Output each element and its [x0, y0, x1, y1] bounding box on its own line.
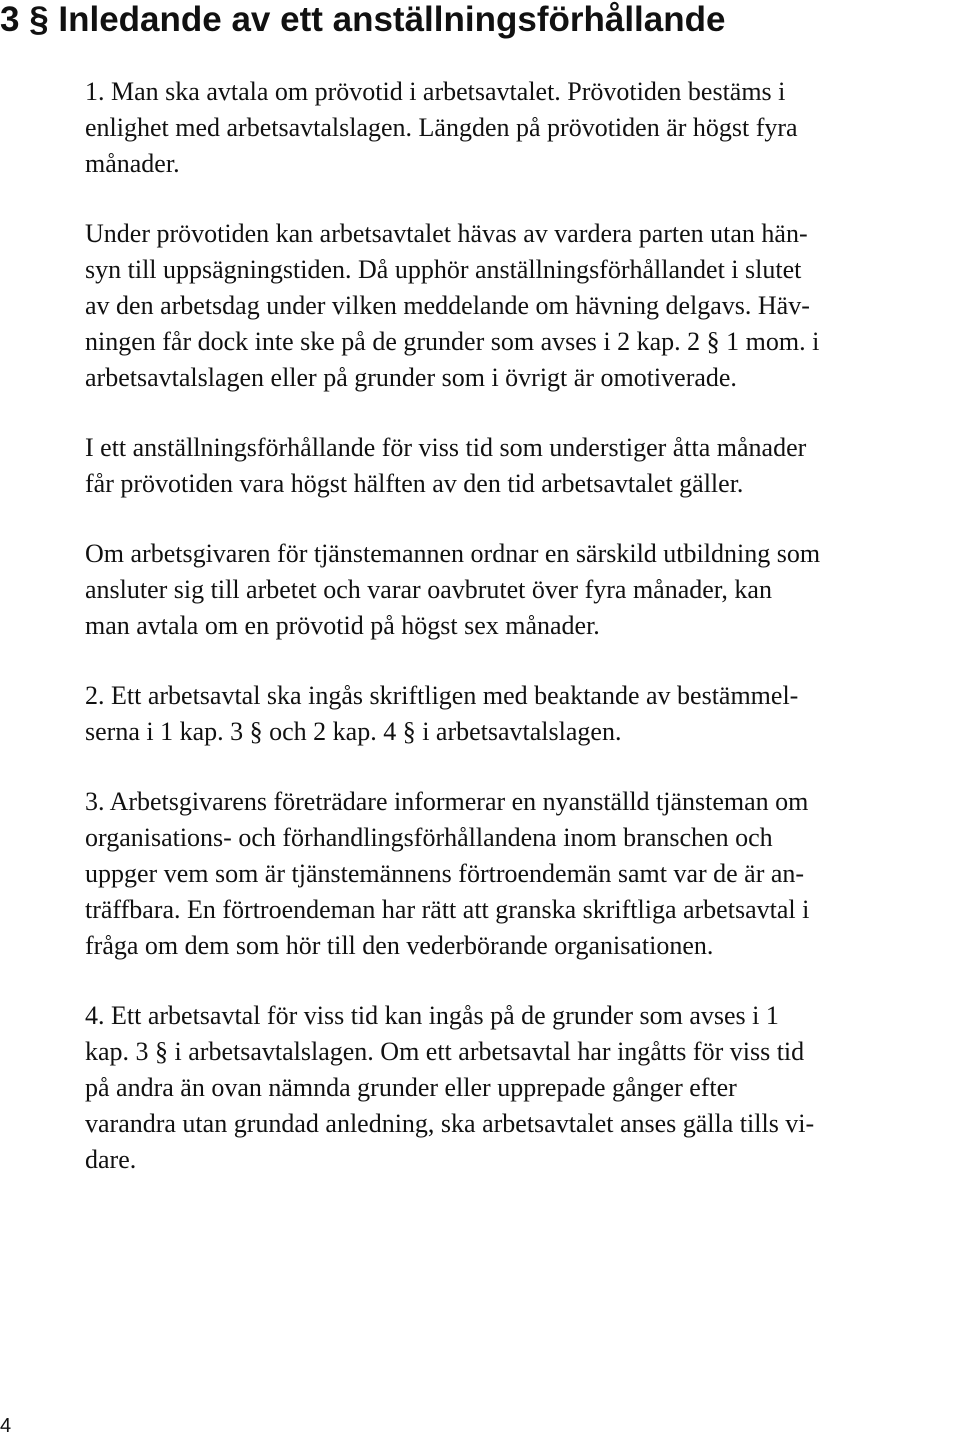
paragraph-training-probation: Om arbetsgivaren för tjänstemannen ordnar en särskild utbildning som ansluter sig till arbetet och varar oavbrutet över fyra månader, kan man avtala om en prövotid på högst sex månader.	[85, 539, 821, 640]
paragraph-probation-termination: Under prövotiden kan arbetsavtalet hävas av vardera parten utan hän- syn till uppsägningstiden. Då upphör anställningsförhållandet i slutet av den arbetsdag under vilken meddelande om hävning delgavs. Häv- ningen får dock inte ske på de grunder som avses i 2 kap. 2 § 1 mom. i arbetsavtalslagen eller på grunder som i övrigt är omotiverade.	[85, 219, 820, 392]
section-body	[85, 74, 957, 1212]
paragraph-fixed-term-probation: I ett anställningsförhållande för viss tid som understiger åtta månader får prövotiden vara högst hälften av den tid arbetsavtalet gäller.	[85, 433, 807, 498]
paragraph-4-fixed-term-contract: 4. Ett arbetsavtal för viss tid kan ingås på de grunder som avses i 1 kap. 3 § i arbetsavtalslagen. Om ett arbetsavtal har ingåtts för viss tid på andra än ovan nämnda grunder eller upprepade gånger efter varandra utan grundad anledning, ska arbetsavtalet anses gälla tills vi- dare.	[85, 1001, 815, 1174]
paragraph-3-employer-information: 3. Arbetsgivarens företrädare informerar en nyanställd tjänsteman om organisations- och förhandlingsförhållandena inom branschen och uppger vem som är tjänstemännens förtroendemän samt var de är an- träffbara. En förtroendeman har rätt att granska skriftliga arbetsavtal i fråga om dem som hör till den vederbörande organisationen.	[85, 787, 810, 960]
paragraph-1-probation: 1. Man ska avtala om prövotid i arbetsavtalet. Prövotiden bestäms i enlighet med arbetsavtalslagen. Längden på prövotiden är högst fyra månader.	[85, 77, 798, 178]
section-heading: 3 § Inledande av ett anställningsförhållande	[0, 0, 726, 39]
paragraph-2-written-contract: 2. Ett arbetsavtal ska ingås skriftligen med beaktande av bestämmel- serna i 1 kap. 3 § och 2 kap. 4 § i arbetsavtalslagen.	[85, 681, 799, 746]
page-number: 4	[0, 1415, 12, 1437]
